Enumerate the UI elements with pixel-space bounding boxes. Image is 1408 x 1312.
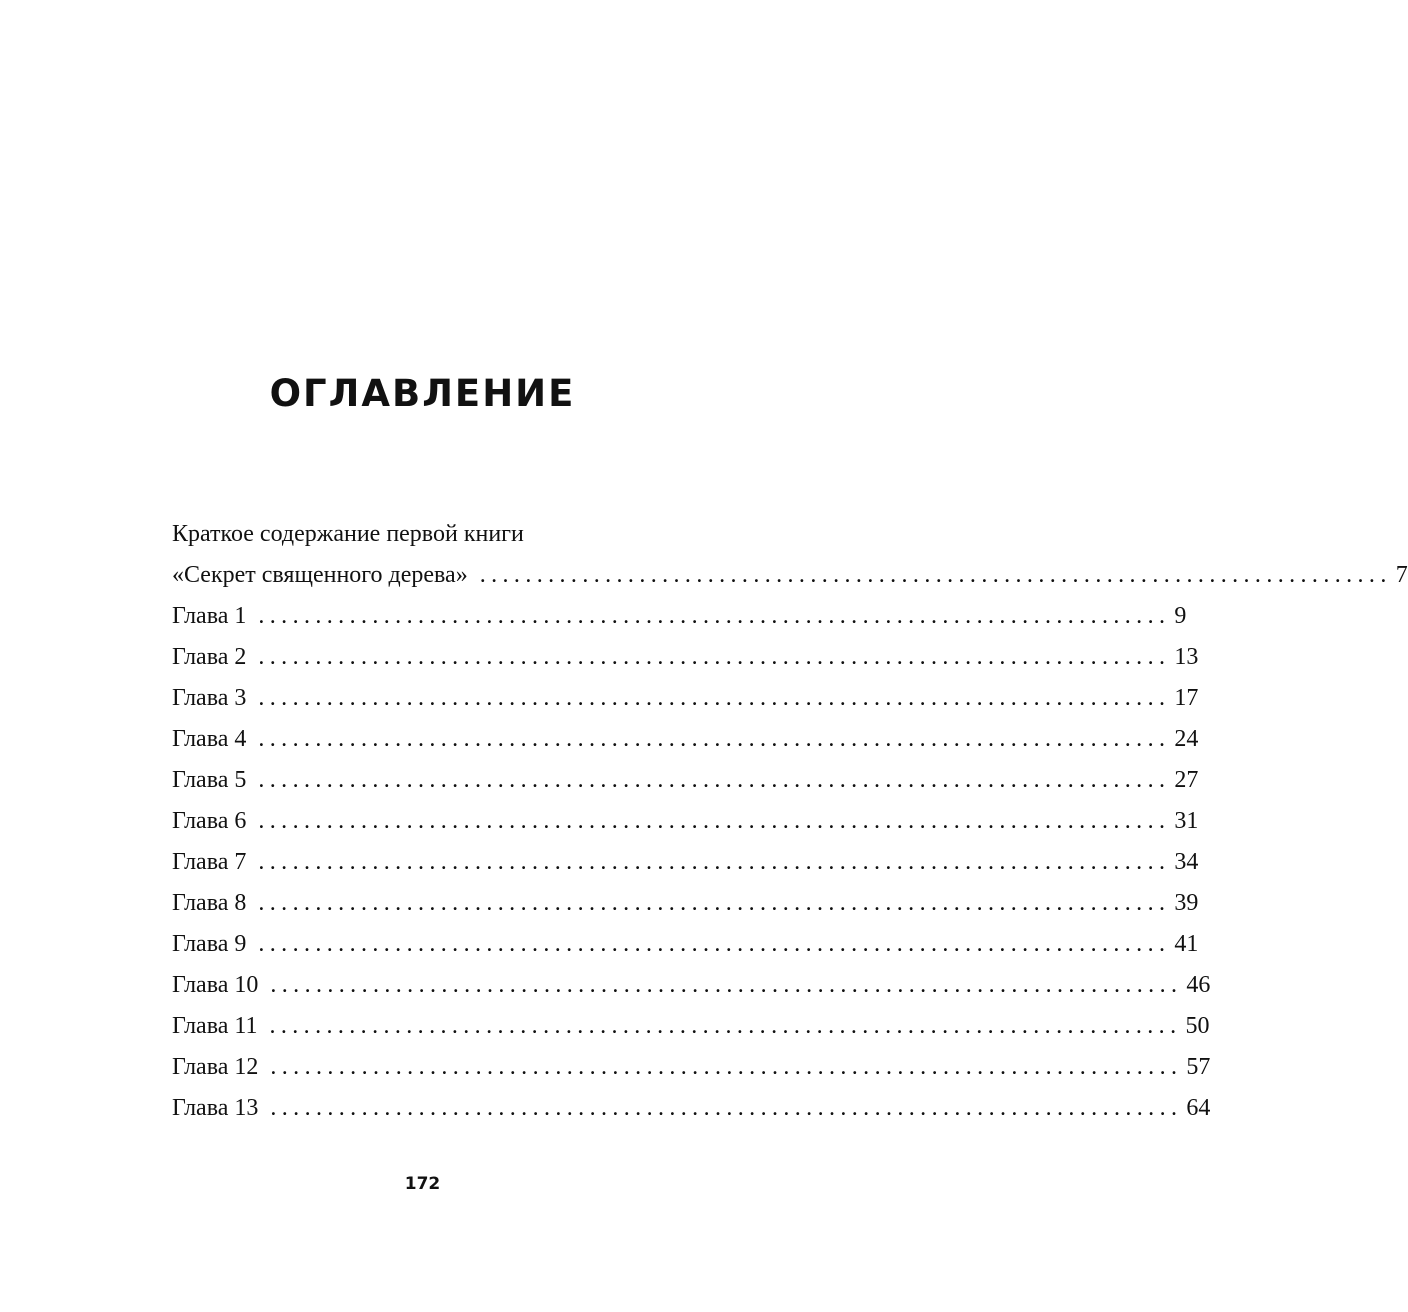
toc-entry-page: 34 [1174,849,1199,875]
toc-entry-summary-line1: Краткое содержание первой книги [172,521,524,547]
toc-entry-chapter[interactable] [172,760,1199,801]
toc-entry-label: «Секрет священного дерева» [172,562,468,588]
toc-entry-page: 31 [1174,808,1199,834]
toc-entry-chapter[interactable] [172,965,1211,1006]
toc-entry-chapter[interactable] [172,801,1199,842]
toc-entry-chapter[interactable] [172,678,1199,719]
toc-leader-dots: ................................................................................ [258,726,1171,752]
toc-entry-page: 39 [1174,890,1199,916]
toc-entry-page: 13 [1174,644,1199,670]
toc-leader-dots: ................................................................................ [270,972,1183,998]
toc-entry-label: Глава 3 [172,685,247,711]
page-number: 172 [404,1174,441,1194]
toc-entry-label: Глава 12 [172,1054,259,1080]
toc-entry-label: Глава 4 [172,726,247,752]
toc-entry-chapter[interactable] [172,883,1199,924]
toc-entry-label: Глава 2 [172,644,247,670]
toc-entry-page: 64 [1186,1095,1211,1121]
toc-entry-chapter[interactable] [172,719,1199,760]
toc-entry-chapter[interactable] [172,1047,1211,1088]
toc-entry-chapter[interactable] [172,842,1199,883]
page-title: ОГЛАВЛЕНИЕ [269,372,576,415]
toc-leader-dots: ................................................................................ [258,603,1171,629]
toc-entry-label: Глава 11 [172,1013,258,1039]
toc-leader-dots: ................................................................................ [258,644,1171,670]
toc-entry-label: Глава 8 [172,890,247,916]
toc-entry-page: 9 [1174,603,1187,629]
toc-leader-dots: ................................................................................ [258,849,1171,875]
toc-entry-page: 57 [1186,1054,1211,1080]
toc-entry-page: 50 [1185,1013,1210,1039]
toc-leader-dots: ................................................................................ [258,685,1171,711]
toc-entry-label: Глава 1 [172,603,247,629]
toc-leader-dots: ................................................................................ [270,1054,1183,1080]
toc-entry-label: Глава 13 [172,1095,259,1121]
toc-entry-chapter[interactable] [172,1006,1210,1047]
toc-leader-dots: ................................................................................ [479,562,1392,588]
toc-entry-chapter[interactable] [172,1088,1211,1129]
toc-leader-dots: ................................................................................ [269,1013,1182,1039]
toc-entry-page: 27 [1174,767,1199,793]
toc-entry-page: 17 [1174,685,1199,711]
toc-leader-dots: ................................................................................ [258,931,1171,957]
table-of-contents [172,514,1408,1129]
toc-entry-chapter[interactable] [172,596,1187,637]
toc-entry-page: 7 [1395,562,1408,588]
toc-entry-chapter[interactable] [172,637,1199,678]
toc-entry-label: Глава 9 [172,931,247,957]
toc-leader-dots: ................................................................................ [270,1095,1183,1121]
toc-chapter-list [172,596,1211,1129]
toc-entry-page: 46 [1186,972,1211,998]
toc-entry-label: Глава 5 [172,767,247,793]
toc-leader-dots: ................................................................................ [258,808,1171,834]
toc-entry-label: Глава 7 [172,849,247,875]
toc-entry-label: Глава 6 [172,808,247,834]
toc-entry-chapter[interactable] [172,924,1199,965]
toc-entry-page: 41 [1174,931,1199,957]
toc-entry-label: Глава 10 [172,972,259,998]
toc-entry-summary[interactable] [172,555,1408,596]
toc-leader-dots: ................................................................................ [258,890,1171,916]
toc-leader-dots: ................................................................................ [258,767,1171,793]
toc-entry-page: 24 [1174,726,1199,752]
